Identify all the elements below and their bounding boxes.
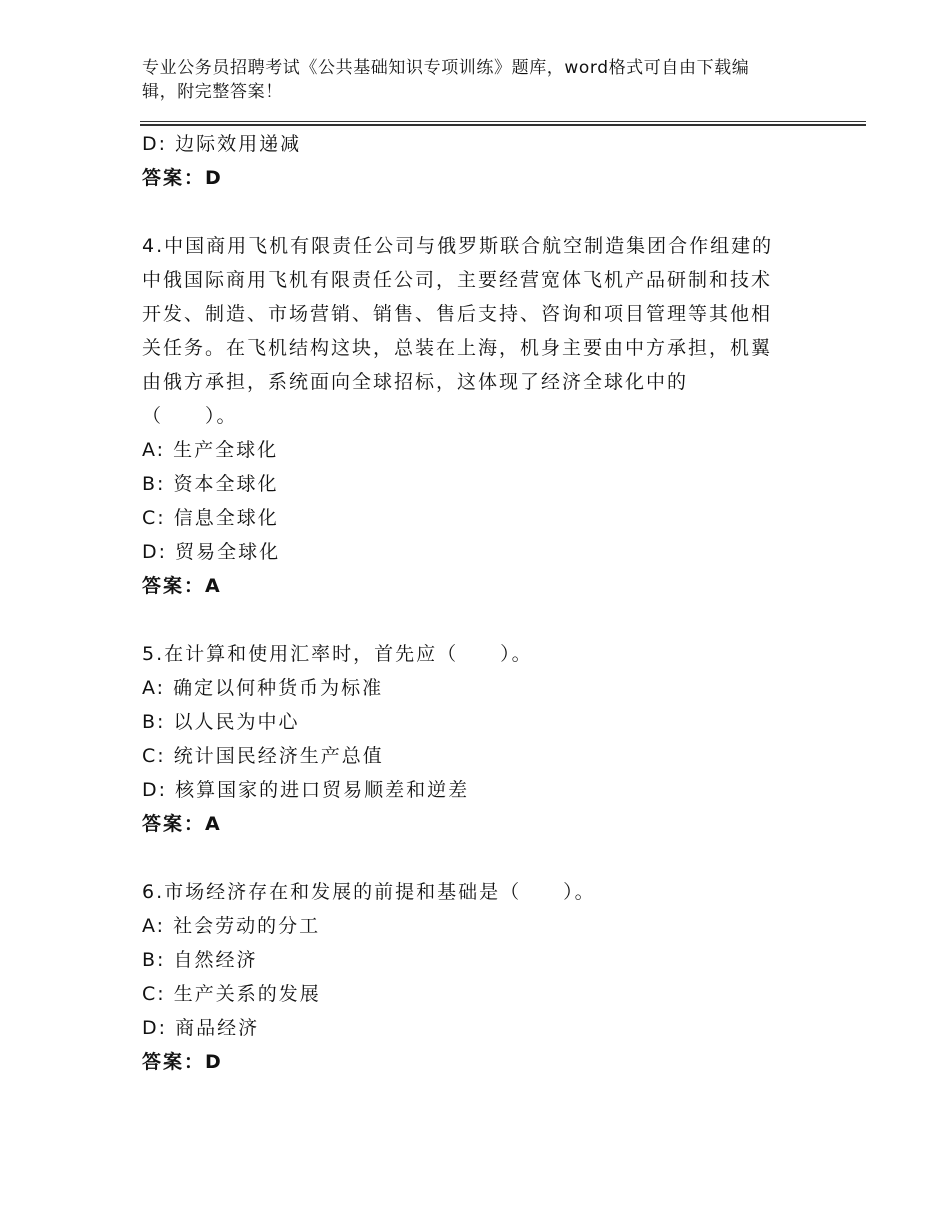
question-4: [142, 229, 842, 603]
question-5: [142, 637, 842, 841]
question-stem: 6.市场经济存在和发展的前提和基础是（ ）。: [142, 881, 596, 903]
answer-label: 答案：A: [142, 575, 222, 597]
option-c: C: 统计国民经济生产总值: [142, 745, 384, 767]
question-stem: （ ）。: [142, 405, 238, 427]
question-stem: 中俄国际商用飞机有限责任公司，主要经营宽体飞机产品研制和技术: [142, 269, 773, 291]
question-6: [142, 875, 842, 1079]
answer-label: 答案：D: [142, 1051, 223, 1073]
option-d: D: 核算国家的进口贸易顺差和逆差: [142, 779, 470, 801]
page-header: [142, 56, 802, 104]
option-d: D: 贸易全球化: [142, 541, 281, 563]
option-c: C: 信息全球化: [142, 507, 279, 529]
question-stem: 开发、制造、市场营销、销售、售后支持、咨询和项目管理等其他相: [142, 303, 773, 325]
question-stem: 由俄方承担，系统面向全球招标，这体现了经济全球化中的: [142, 371, 689, 393]
header-divider: [140, 124, 866, 126]
spacer: [142, 603, 842, 637]
header-divider: [140, 121, 866, 122]
header-line: 辑，附完整答案！: [142, 82, 283, 102]
option-b: B: 资本全球化: [142, 473, 279, 495]
question-stem: 4.中国商用飞机有限责任公司与俄罗斯联合航空制造集团合作组建的: [142, 235, 774, 257]
option-c: C: 生产关系的发展: [142, 983, 321, 1005]
header-line: 专业公务员招聘考试《公共基础知识专项训练》题库，word格式可自由下载编: [142, 58, 750, 78]
answer-label: 答案：A: [142, 813, 222, 835]
spacer: [142, 195, 842, 229]
spacer: [142, 841, 842, 875]
option-b: B: 自然经济: [142, 949, 258, 971]
option-b: B: 以人民为中心: [142, 711, 300, 733]
answer-label: 答案：D: [142, 167, 223, 189]
question-stem: 关任务。在飞机结构这块，总装在上海，机身主要由中方承担，机翼: [142, 337, 773, 359]
question-list: [142, 127, 842, 1079]
option-a: A: 确定以何种货币为标准: [142, 677, 384, 699]
option-d: D: 边际效用递减: [142, 133, 302, 155]
option-a: A: 生产全球化: [142, 439, 279, 461]
option-d: D: 商品经济: [142, 1017, 260, 1039]
option-a: A: 社会劳动的分工: [142, 915, 321, 937]
question-stem: 5.在计算和使用汇率时，首先应（ ）。: [142, 643, 533, 665]
